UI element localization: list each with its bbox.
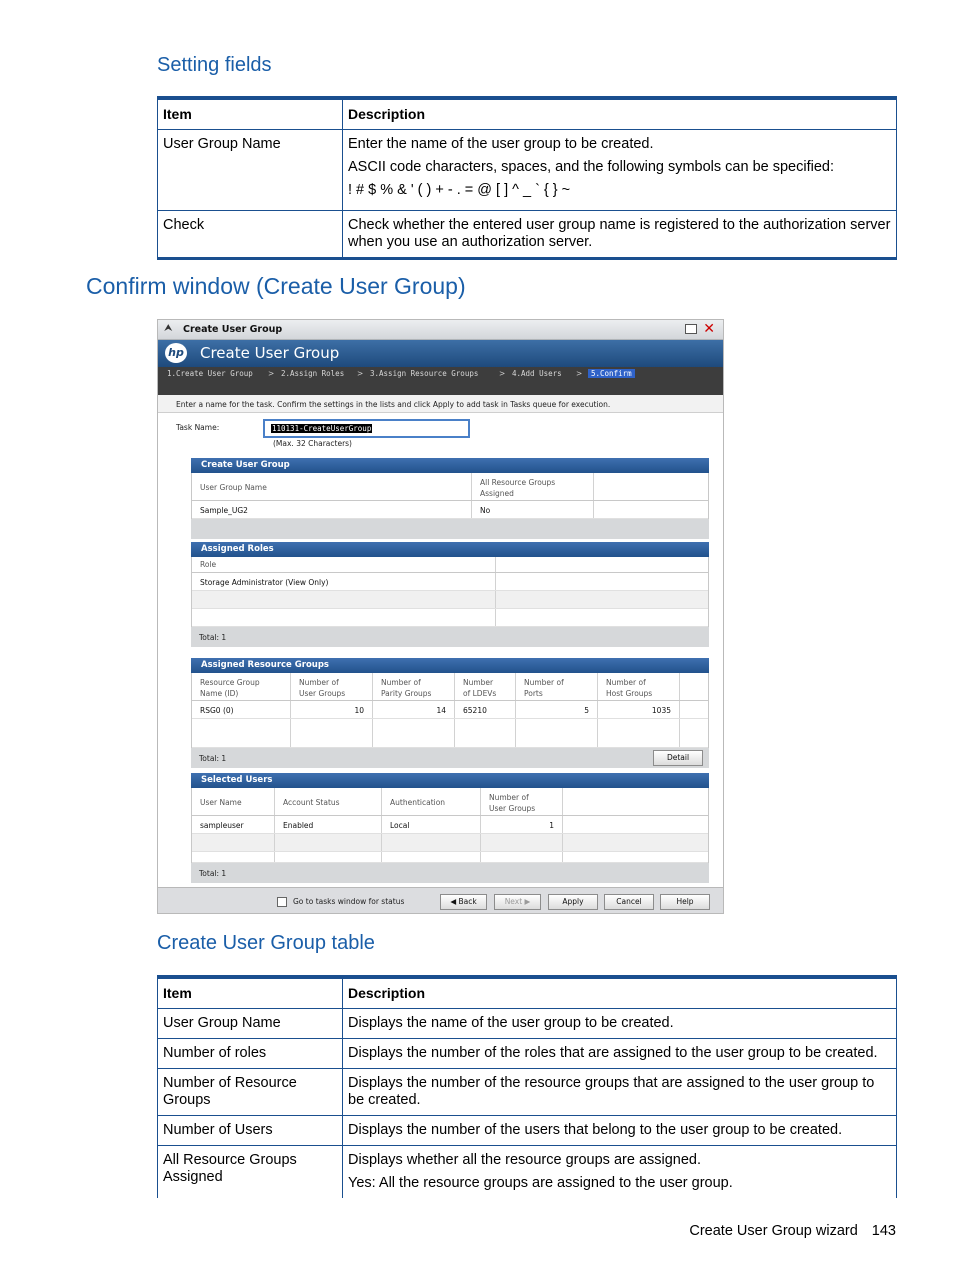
description-line: Displays whether all the resource groups are assigned. — [348, 1152, 702, 1168]
description-cell — [343, 1146, 897, 1199]
item-cell: Number of roles — [158, 1039, 343, 1069]
step-separator: > — [499, 369, 506, 378]
col-number-of-ldevs[interactable]: Number of LDEVs — [455, 673, 516, 700]
panel-title: Assigned Roles — [191, 542, 709, 557]
empty-row — [192, 591, 708, 609]
users-total: Total: 1 — [199, 869, 227, 878]
detail-button[interactable]: Detail — [653, 750, 703, 766]
footer-text: Create User Group wizard — [689, 1223, 858, 1239]
create-user-group-grid — [191, 473, 709, 519]
resource-groups-grid — [191, 673, 709, 748]
cell-user-name: sampleuser — [192, 816, 275, 833]
window-title: Create User Group — [183, 324, 283, 335]
table-row — [158, 130, 897, 211]
task-name-input[interactable] — [263, 419, 470, 438]
empty-row — [192, 852, 708, 863]
table-row — [158, 1116, 897, 1146]
cell-host-groups: 1035 — [598, 701, 680, 718]
collapse-icon[interactable]: ⮝ — [164, 323, 173, 334]
assigned-roles-panel — [191, 542, 709, 647]
panel-title: Assigned Resource Groups — [191, 658, 709, 673]
task-name-value: 110131-CreateUserGroup — [272, 424, 372, 433]
assigned-roles-grid — [191, 557, 709, 627]
col-header-description: Description — [343, 977, 897, 1009]
table-row — [158, 1039, 897, 1069]
panel-footer — [191, 748, 709, 768]
description-line: ! # $ % & ' ( ) + - . = @ [ ] ^ _ ` { } ~ — [348, 182, 571, 198]
window-titlebar — [158, 320, 723, 340]
col-user-group-name[interactable]: User Group Name — [192, 473, 472, 500]
item-cell: All Resource Groups Assigned — [158, 1146, 343, 1199]
col-number-of-user-groups[interactable]: Number of User Groups — [291, 673, 373, 700]
create-user-group-window — [157, 319, 724, 914]
grid-header — [192, 788, 708, 816]
col-number-of-host-groups[interactable]: Number of Host Groups — [598, 673, 680, 700]
banner-title: Create User Group — [200, 344, 340, 362]
go-to-tasks-label: Go to tasks window for status — [293, 897, 405, 906]
col-user-name[interactable]: User Name — [192, 788, 275, 815]
table-row — [158, 1009, 897, 1039]
description-cell — [343, 130, 897, 211]
section-title-create-user-group-table: Create User Group table — [157, 932, 375, 954]
heading-confirm-window: Confirm window (Create User Group) — [86, 273, 466, 299]
item-cell: Number of Users — [158, 1116, 343, 1146]
description-line: ASCII code characters, spaces, and the following symbols can be specified: — [348, 159, 835, 175]
close-icon[interactable]: ✕ — [703, 321, 715, 337]
grid-header — [192, 473, 708, 501]
cell-resource-group: RSG0 (0) — [192, 701, 291, 718]
description-cell: Displays the number of the roles that are assigned to the user group to be created. — [343, 1039, 897, 1069]
task-name-hint: (Max. 32 Characters) — [273, 439, 352, 448]
next-button[interactable]: Next ▶ — [494, 894, 541, 910]
cell-ldevs: 65210 — [455, 701, 516, 718]
description-cell: Displays the number of the users that belong to the user group to be created. — [343, 1116, 897, 1146]
instruction-bar — [158, 395, 723, 413]
col-number-of-parity-groups[interactable]: Number of Parity Groups — [373, 673, 455, 700]
create-user-group-table — [157, 975, 897, 1198]
wizard-banner — [158, 340, 723, 367]
table-row[interactable] — [192, 701, 708, 719]
page-footer — [689, 1223, 896, 1239]
apply-button[interactable]: Apply — [548, 894, 598, 910]
assigned-resource-groups-panel — [191, 658, 709, 768]
cell-account-status: Enabled — [275, 816, 382, 833]
roles-total: Total: 1 — [199, 633, 227, 642]
table-row — [158, 1069, 897, 1116]
table-row — [158, 1146, 897, 1199]
panel-footer — [191, 627, 709, 647]
col-all-resource-groups-assigned[interactable]: All Resource Groups Assigned — [472, 473, 594, 500]
table-row[interactable] — [192, 816, 708, 834]
cell-number-of-user-groups: 1 — [481, 816, 563, 833]
table-row[interactable] — [192, 573, 708, 591]
panel-title: Selected Users — [191, 773, 709, 788]
setting-fields-table — [157, 96, 897, 260]
back-button[interactable]: ◀ Back — [440, 894, 487, 910]
panel-title: Create User Group — [191, 458, 709, 473]
item-cell: User Group Name — [158, 130, 343, 211]
col-number-of-user-groups[interactable]: Number of User Groups — [481, 788, 563, 815]
description-cell: Check whether the entered user group name is registered to the authorization server when you use an authorization server. — [343, 211, 897, 259]
panel-footer — [191, 519, 709, 539]
task-name-label: Task Name: — [176, 423, 220, 432]
step-5-current: 5.Confirm — [588, 369, 635, 378]
go-to-tasks-checkbox[interactable] — [277, 897, 287, 907]
empty-row — [192, 719, 708, 748]
hp-logo: hp — [165, 343, 187, 363]
cell-user-group-name: Sample_UG2 — [192, 501, 472, 518]
wizard-button-bar — [158, 887, 723, 914]
help-button[interactable]: Help — [660, 894, 710, 910]
col-role[interactable]: Role — [192, 557, 496, 572]
item-cell: User Group Name — [158, 1009, 343, 1039]
col-header-item: Item — [158, 977, 343, 1009]
table-row — [158, 211, 897, 259]
step-1: 1.Create User Group — [167, 369, 253, 378]
cell-role: Storage Administrator (View Only) — [192, 573, 496, 590]
description-cell: Displays the number of the resource groups that are assigned to the user group to be created. — [343, 1069, 897, 1116]
description-cell: Displays the name of the user group to be created. — [343, 1009, 897, 1039]
empty-row — [192, 609, 708, 627]
wizard-steps — [158, 367, 723, 395]
selected-users-panel — [191, 773, 709, 883]
cancel-button[interactable]: Cancel — [604, 894, 654, 910]
resource-groups-total: Total: 1 — [199, 754, 227, 763]
cell-authentication: Local — [382, 816, 481, 833]
empty-row — [192, 834, 708, 852]
panel-footer — [191, 863, 709, 883]
col-account-status[interactable]: Account Status — [275, 788, 382, 815]
description-line: Yes: All the resource groups are assigned to the user group. — [348, 1175, 733, 1191]
instruction-text: Enter a name for the task. Confirm the settings in the lists and click Apply to add task in Tasks queue for execution. — [176, 400, 611, 409]
selected-users-grid — [191, 788, 709, 863]
grid-header — [192, 557, 708, 573]
step-separator: > — [576, 369, 583, 378]
col-resource-group-name[interactable]: Resource Group Name (ID) — [192, 673, 291, 700]
step-separator: > — [268, 369, 275, 378]
item-cell: Check — [158, 211, 343, 259]
col-header-description: Description — [343, 98, 897, 130]
col-authentication[interactable]: Authentication — [382, 788, 481, 815]
table-row[interactable] — [192, 501, 708, 519]
grid-header — [192, 673, 708, 701]
create-user-group-panel — [191, 458, 709, 539]
step-3: 3.Assign Resource Groups — [370, 369, 479, 378]
cell-ports: 5 — [516, 701, 598, 718]
section-title-setting-fields: Setting fields — [157, 54, 272, 76]
description-line: Enter the name of the user group to be created. — [348, 136, 654, 152]
cell-parity-groups: 14 — [373, 701, 455, 718]
cell-all-assigned: No — [472, 501, 594, 518]
page-number: 143 — [871, 1223, 896, 1239]
col-number-of-ports[interactable]: Number of Ports — [516, 673, 598, 700]
item-cell: Number of Resource Groups — [158, 1069, 343, 1116]
cell-user-groups: 10 — [291, 701, 373, 718]
step-separator: > — [357, 369, 364, 378]
maximize-icon[interactable] — [685, 324, 697, 334]
col-header-item: Item — [158, 98, 343, 130]
step-4: 4.Add Users — [512, 369, 562, 378]
step-2: 2.Assign Roles — [281, 369, 345, 378]
